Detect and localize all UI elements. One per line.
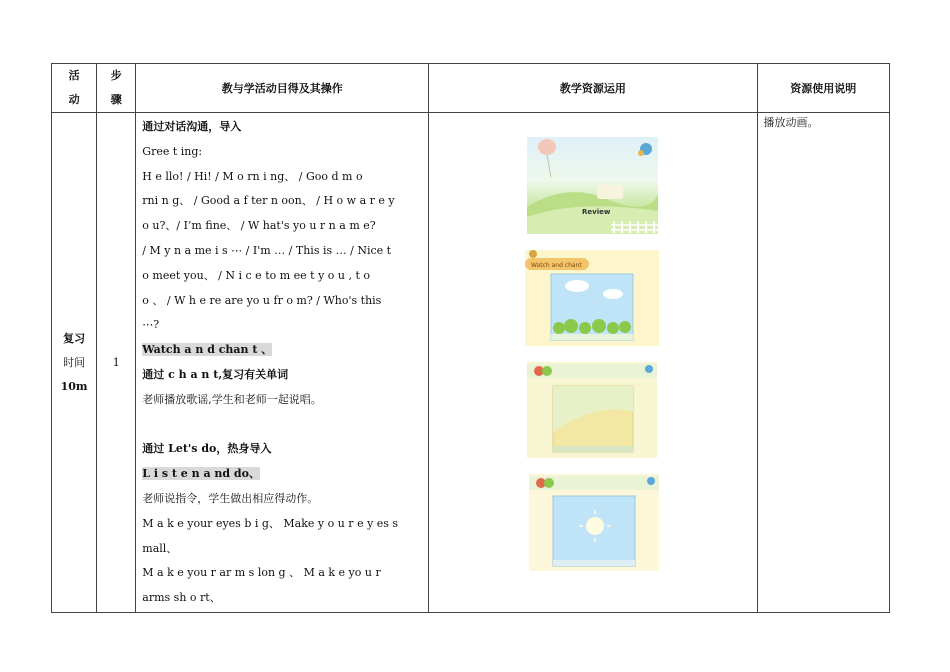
blank-line — [142, 413, 423, 438]
header-step: 步 骤 — [97, 64, 136, 113]
op-line-highlight: Watch a n d chan t 、 — [142, 343, 273, 357]
watch-chant-label: Watch and chant — [531, 262, 583, 269]
review-slide-thumbnail — [527, 137, 658, 234]
notes-cell: 播放动画。 — [757, 113, 890, 613]
resources-cell — [429, 113, 757, 613]
header-activity: 活 动 — [52, 64, 97, 113]
chant-scene-illustration — [527, 362, 657, 458]
op-line-highlight: L i s t e n a nd do、 — [142, 467, 260, 481]
watch-chant-slide-thumbnail — [525, 250, 659, 346]
activity-cell — [52, 113, 97, 613]
op-line: ⋯? — [142, 318, 160, 332]
chant-slide-thumbnail — [527, 362, 657, 458]
op-line: M a k e you r ar m s lon g 、 M a k e yo u r — [142, 566, 381, 580]
op-line: H e llo! / Hi! / M o rn i ng、 / Goo d m o — [142, 169, 363, 183]
watch-chant-illustration — [525, 250, 659, 346]
op-line: o 、 / W h e re are yo u fr o m? / Who's this — [142, 293, 382, 307]
op-line: 老师说指令，学生做出相应得动作。 — [142, 491, 319, 505]
review-label: Review — [582, 208, 611, 216]
op-line: 通过 Let's do，热身导入 — [142, 442, 272, 456]
op-line: arms sh o rt、 — [142, 591, 221, 605]
op-line: mall、 — [142, 541, 178, 555]
op-line: 通过 c h a n t,复习有关单词 — [142, 367, 289, 381]
header-resources: 教学资源运用 — [429, 64, 757, 113]
op-line: rni n g、 / Good a f ter n oon、 / H o w a r e y — [142, 194, 395, 208]
step-cell: 1 — [97, 113, 136, 613]
activity-duration: 10m — [60, 379, 88, 393]
activity-time-label: 时间 — [63, 355, 86, 369]
lets-do-slide-thumbnail — [529, 474, 659, 571]
op-line: Gree t ing: — [142, 144, 203, 158]
operations-cell — [136, 113, 429, 613]
header-row — [52, 64, 890, 113]
op-line: 通过对话沟通，导入 — [142, 120, 242, 133]
op-line: / M y n a me i s ⋯ / I'm … / This is … / Nice t — [142, 243, 392, 257]
activity-name: 复习 — [63, 331, 86, 345]
header-operations: 教与学活动目得及其操作 — [136, 64, 429, 113]
header-notes: 资源使用说明 — [757, 64, 890, 113]
op-line: o meet you、 / N i c e to m ee t y o u , t o — [142, 268, 371, 282]
sun-scene-illustration — [529, 474, 659, 571]
op-line: 老师播放歌谣,学生和老师一起说唱。 — [142, 392, 322, 406]
review-row — [52, 113, 890, 613]
review-scene-illustration — [527, 137, 658, 234]
lesson-plan-table — [51, 63, 890, 613]
op-line: o u?、/ I’m fine、 / W hat's yo u r n a m e? — [142, 219, 376, 233]
op-line: M a k e your eyes b i g、 Make y o u r e y es s — [142, 516, 399, 530]
